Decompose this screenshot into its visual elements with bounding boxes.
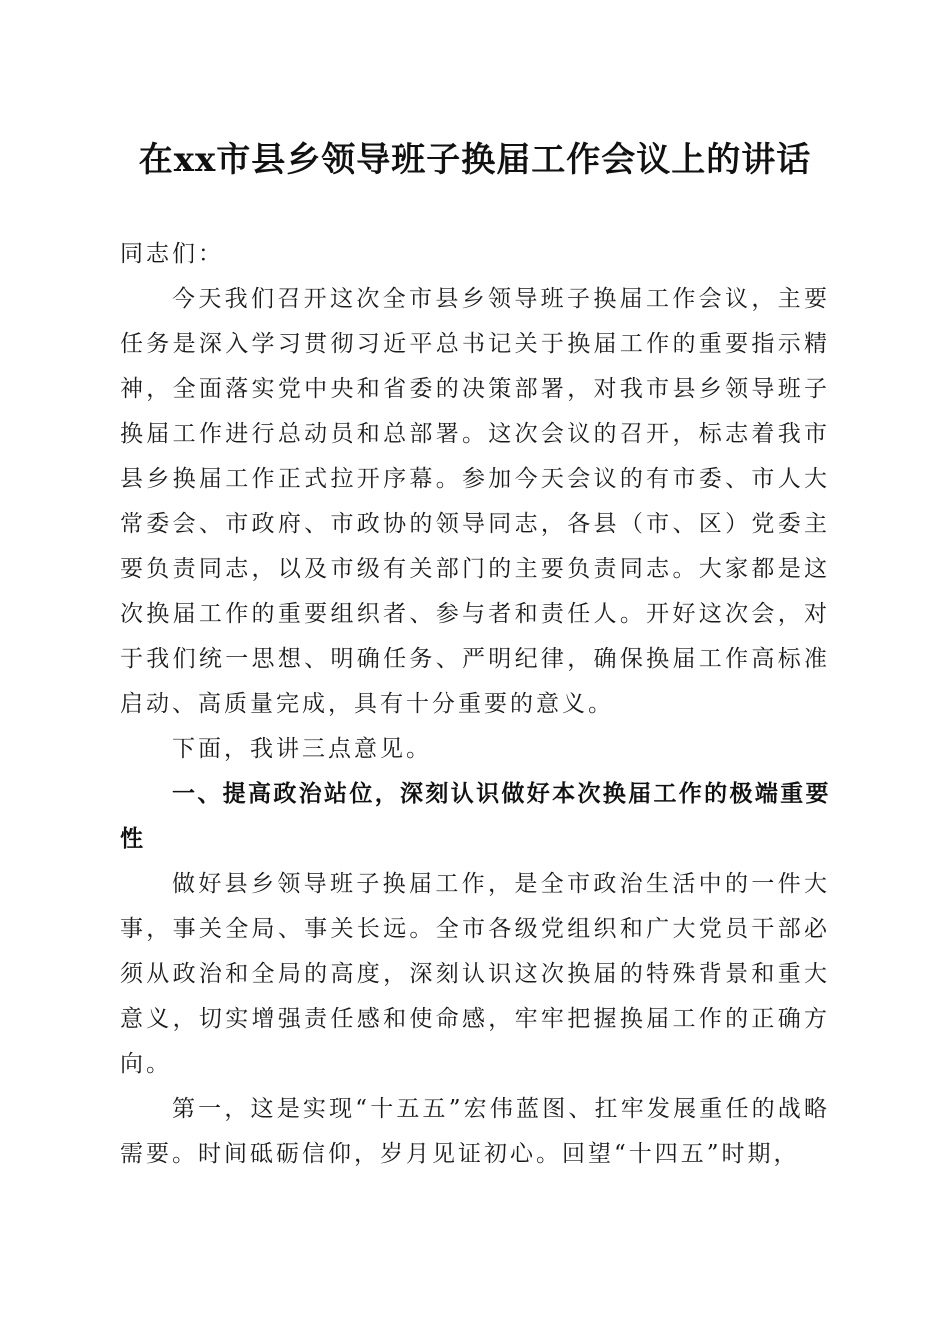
salutation: 同志们： — [120, 241, 224, 267]
section-heading-1: 一、提高政治站位，深刻认识做好本次换届工作的极端重要性 — [120, 781, 830, 852]
section-1-point-1: 第一，这是实现“十五五”宏伟蓝图、扛牢发展重任的战略需要。时间砥砺信仰，岁月见证初心。回望“十四五”时期， — [120, 1096, 830, 1167]
paragraph-opening: 今天我们召开这次全市县乡领导班子换届工作会议，主要任务是深入学习贯彻习近平总书记关于换届工作的重要指示精神，全面落实党中央和省委的决策部署，对我市县乡领导班子换届工作进行总动员和总部署。这次会议的召开，标志着我市县乡换届工作正式拉开序幕。参加今天会议的有市委、市人大常委会、市政府、市政协的领导同志，各县（市、区）党委主要负责同志，以及市级有关部门的主要负责同志。大家都是这次换届工作的重要组织者、参与者和责任人。开好这次会，对于我们统一思想、明确任务、严明纪律，确保换届工作高标准启动、高质量完成，具有十分重要的意义。 — [120, 286, 830, 717]
paragraph-intro-points: 下面，我讲三点意见。 — [172, 736, 432, 762]
document-body — [120, 232, 830, 1177]
section-1-paragraph: 做好县乡领导班子换届工作，是全市政治生活中的一件大事，事关全局、事关长远。全市各级党组织和广大党员干部必须从政治和全局的高度，深刻认识这次换届的特殊背景和重大意义，切实增强责任感和使命感，牢牢把握换届工作的正确方向。 — [120, 871, 830, 1077]
document-title: 在xx市县乡领导班子换届工作会议上的讲话 — [138, 140, 812, 180]
